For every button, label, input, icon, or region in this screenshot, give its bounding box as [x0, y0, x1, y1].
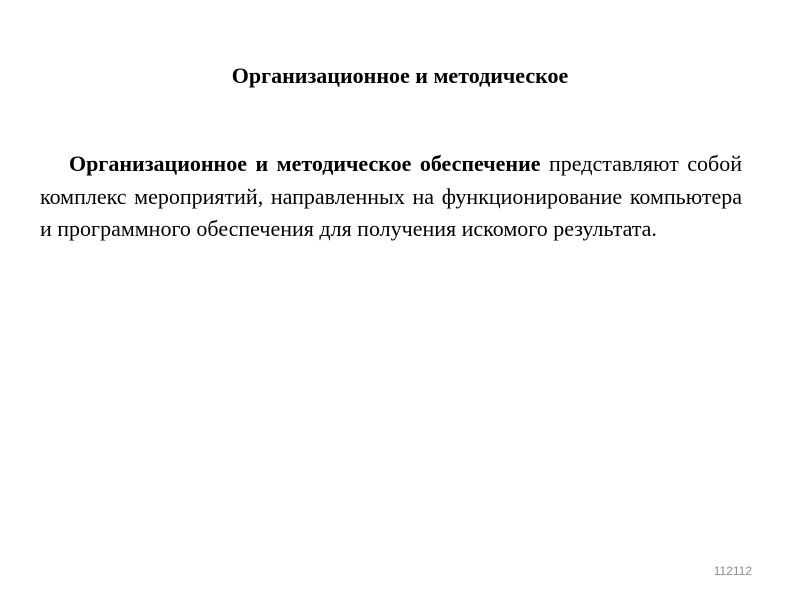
page-number: 112112: [713, 564, 752, 578]
body-paragraph: [40, 148, 742, 246]
paragraph-lead: Организационное и методическое обеспечение: [69, 151, 541, 176]
slide-title: Организационное и методическое: [231, 63, 569, 88]
paragraph-text: представляют собой комплекс мероприятий, направленных на функционирование компьютера и программного обеспечения для получения искомого результата.: [40, 151, 743, 241]
